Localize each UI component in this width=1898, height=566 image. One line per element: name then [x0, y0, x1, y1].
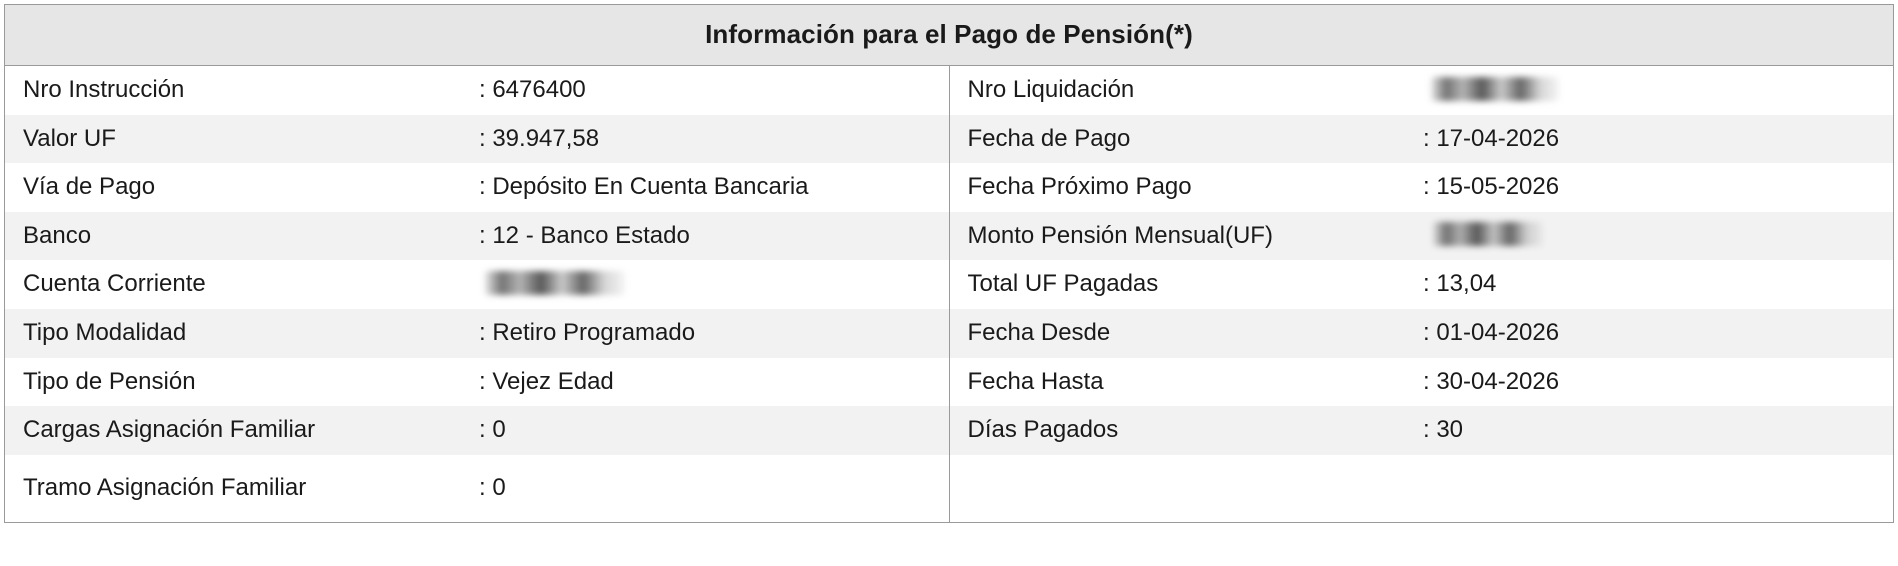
- redacted-value-icon: [1433, 222, 1543, 246]
- field-label-fecha-de-pago: Fecha de Pago: [949, 115, 1421, 164]
- field-label-cargas-asignacion-familiar: Cargas Asignación Familiar: [5, 406, 477, 455]
- field-value-cargas-asignacion-familiar: : 0: [477, 406, 949, 455]
- field-value-cuenta-corriente: [477, 260, 949, 309]
- field-label-cuenta-corriente: Cuenta Corriente: [5, 260, 477, 309]
- field-value-nro-liquidacion: [1421, 66, 1893, 115]
- table-row: [5, 115, 1893, 164]
- empty-label-cell: [949, 455, 1421, 522]
- field-label-monto-pension-mensual: Monto Pensión Mensual(UF): [949, 212, 1421, 261]
- field-value-banco: : 12 - Banco Estado: [477, 212, 949, 261]
- table-row: [5, 66, 1893, 115]
- field-label-fecha-hasta: Fecha Hasta: [949, 358, 1421, 407]
- panel-title: Información para el Pago de Pensión(*): [5, 5, 1893, 66]
- redacted-value-icon: [1431, 77, 1559, 101]
- field-label-valor-uf: Valor UF: [5, 115, 477, 164]
- field-label-fecha-desde: Fecha Desde: [949, 309, 1421, 358]
- field-value-fecha-de-pago: : 17-04-2026: [1421, 115, 1893, 164]
- pension-payment-info-panel: [4, 4, 1894, 523]
- redacted-value-icon: [485, 271, 625, 295]
- field-value-total-uf-pagadas: : 13,04: [1421, 260, 1893, 309]
- field-label-total-uf-pagadas: Total UF Pagadas: [949, 260, 1421, 309]
- field-value-nro-instruccion: : 6476400: [477, 66, 949, 115]
- field-label-tramo-asignacion-familiar: Tramo Asignación Familiar: [5, 455, 477, 522]
- field-label-nro-liquidacion: Nro Liquidación: [949, 66, 1421, 115]
- empty-value-cell: [1421, 455, 1893, 522]
- field-value-tramo-asignacion-familiar: : 0: [477, 455, 949, 522]
- field-value-via-de-pago: : Depósito En Cuenta Bancaria: [477, 163, 949, 212]
- field-value-fecha-desde: : 01-04-2026: [1421, 309, 1893, 358]
- table-title-row: [5, 5, 1893, 66]
- field-label-via-de-pago: Vía de Pago: [5, 163, 477, 212]
- field-label-banco: Banco: [5, 212, 477, 261]
- table-row: [5, 406, 1893, 455]
- field-value-fecha-hasta: : 30-04-2026: [1421, 358, 1893, 407]
- table-body: [5, 5, 1893, 522]
- field-label-nro-instruccion: Nro Instrucción: [5, 66, 477, 115]
- field-label-fecha-proximo-pago: Fecha Próximo Pago: [949, 163, 1421, 212]
- table-row: [5, 163, 1893, 212]
- field-value-valor-uf: : 39.947,58: [477, 115, 949, 164]
- field-value-tipo-modalidad: : Retiro Programado: [477, 309, 949, 358]
- table-row: [5, 212, 1893, 261]
- pension-info-table: [5, 5, 1893, 522]
- table-row: [5, 358, 1893, 407]
- table-row: [5, 309, 1893, 358]
- field-label-dias-pagados: Días Pagados: [949, 406, 1421, 455]
- table-row: [5, 260, 1893, 309]
- field-label-tipo-de-pension: Tipo de Pensión: [5, 358, 477, 407]
- field-label-tipo-modalidad: Tipo Modalidad: [5, 309, 477, 358]
- field-value-tipo-de-pension: : Vejez Edad: [477, 358, 949, 407]
- table-row: [5, 455, 1893, 522]
- field-value-fecha-proximo-pago: : 15-05-2026: [1421, 163, 1893, 212]
- field-value-monto-pension-mensual: [1421, 212, 1893, 261]
- field-value-dias-pagados: : 30: [1421, 406, 1893, 455]
